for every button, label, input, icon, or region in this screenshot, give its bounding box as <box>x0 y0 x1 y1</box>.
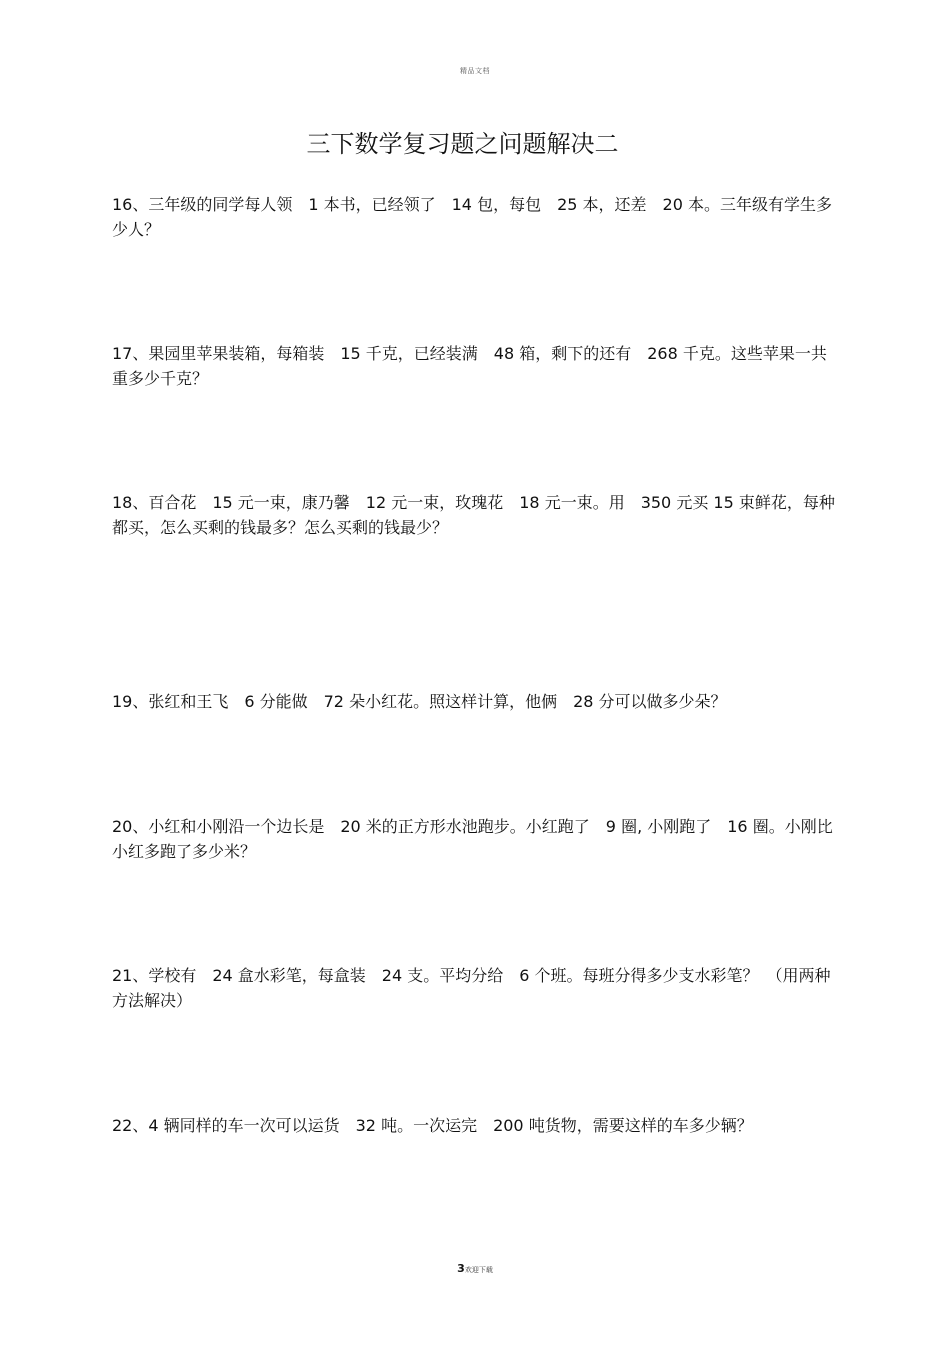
page-number: 3 <box>457 1262 465 1275</box>
problem-22: 22、4 辆同样的车一次可以运货 32 吨。一次运完 200 吨货物，需要这样的车多少辆？ <box>112 1116 753 1135</box>
header-watermark-text: 精品文档 <box>460 67 490 75</box>
footer-text: 欢迎下载 <box>464 1266 493 1274</box>
problem-19: 19、张红和王飞 6 分能做 72 朵小红花。照这样计算，他俩 28 分可以做多少朵？ <box>112 692 727 711</box>
problem-18: 18、百合花 15 元一束，康乃馨 12 元一束，玫瑰花 18 元一束。用 350 元买 15 束鲜花，每种都买，怎么买剩的钱最多？怎么买剩的钱最少？ <box>112 493 835 537</box>
page-title: 三下数学复习题之问题解决二 <box>306 130 619 158</box>
problem-16: 16、三年级的同学每人领 1 本书，已经领了 14 包，每包 25 本，还差 20 本。三年级有学生多少人？ <box>112 195 832 239</box>
problem-17: 17、果园里苹果装箱，每箱装 15 千克，已经装满 48 箱，剩下的还有 268 千克。这些苹果一共重多少千克？ <box>112 344 827 388</box>
problem-21: 21、学校有 24 盒水彩笔，每盒装 24 支。平均分给 6 个班。每班分得多少支水彩笔？ （用两种方法解决） <box>112 966 831 1010</box>
page-footer <box>0 1262 950 1275</box>
problem-20: 20、小红和小刚沿一个边长是 20 米的正方形水池跑步。小红跑了 9 圈, 小刚跑了 16 圈。小刚比小红多跑了多少米？ <box>112 817 833 861</box>
